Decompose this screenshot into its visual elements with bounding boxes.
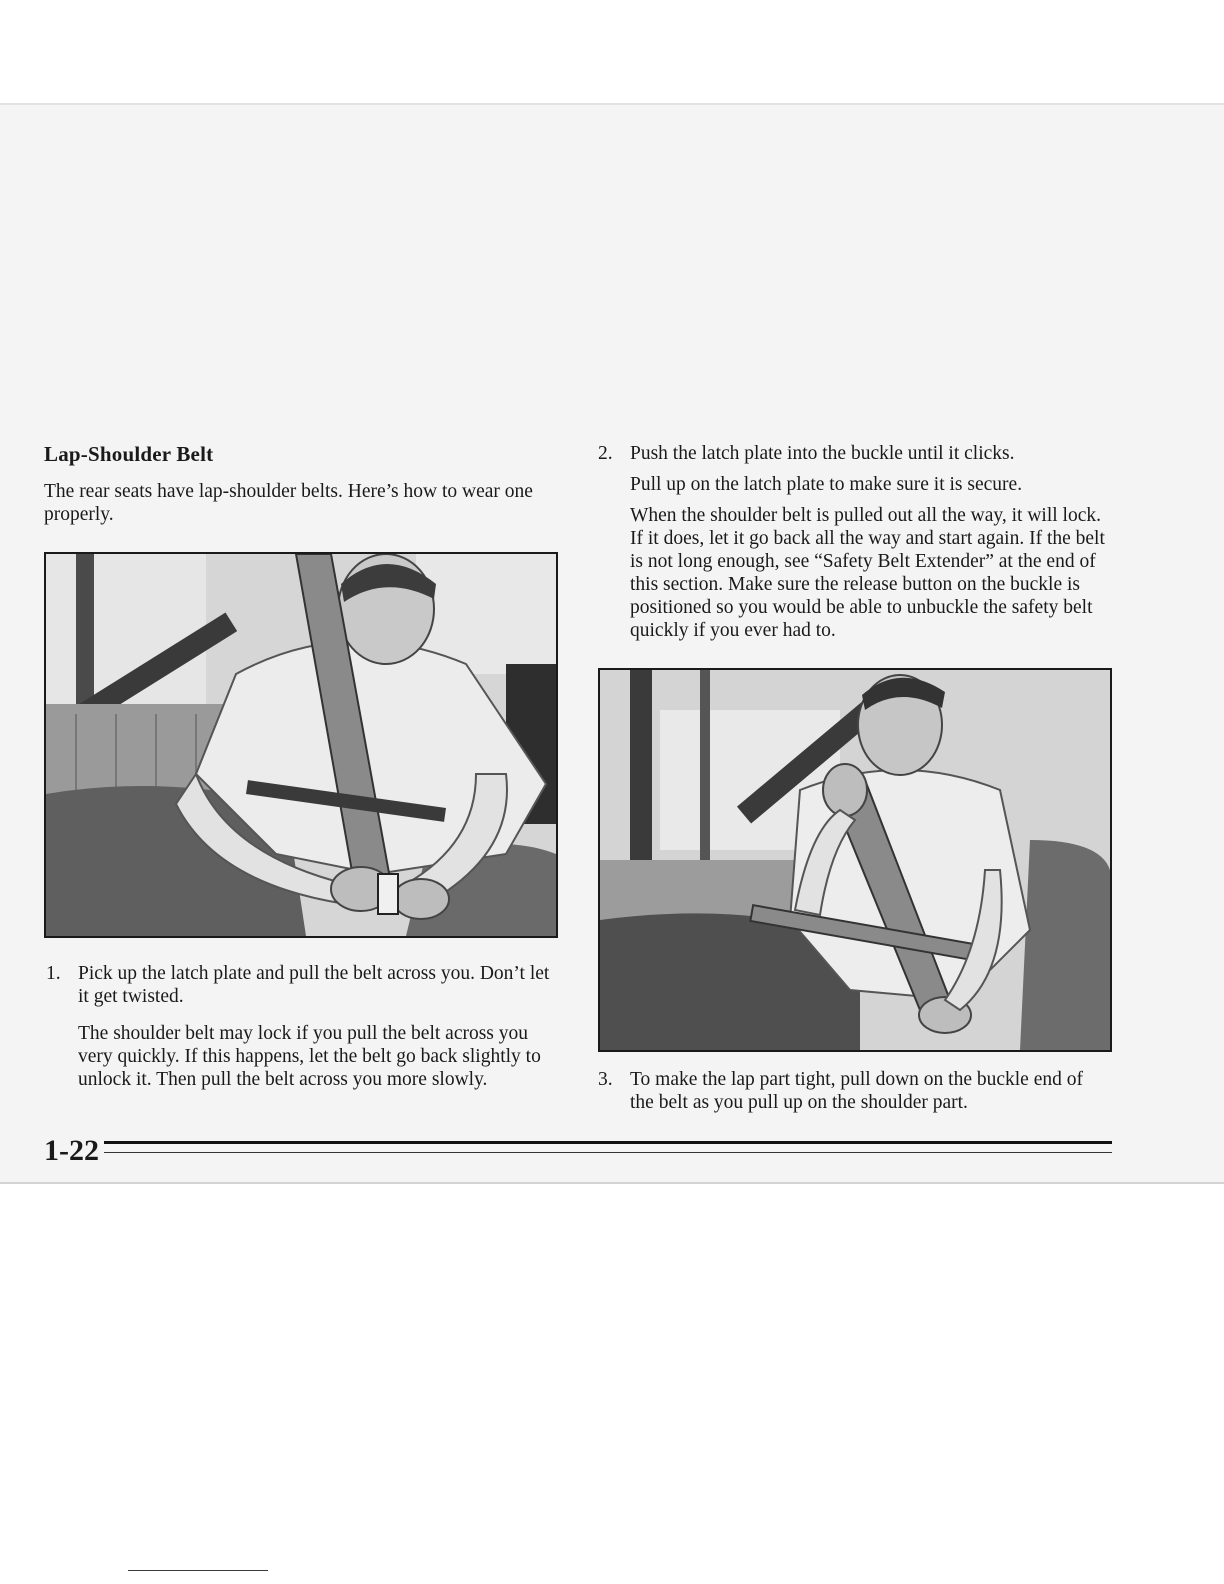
section-heading: Lap-Shoulder Belt [44,442,214,466]
step-3-text: To make the lap part tight, pull down on the buckle end of the belt as you pull up on the shoulder part. [630,1069,1083,1113]
illustration-buckling-belt-drawing [46,554,556,936]
illustration-buckling-belt [44,552,558,938]
intro-text: The rear seats have lap-shoulder belts. Here’s how to wear one properly. [44,481,533,525]
illustration-tightening-belt [598,668,1112,1052]
step-1-note: The shoulder belt may lock if you pull the belt across you very quickly. If this happens, let the belt go back slightly to unlock it. Then pull the belt across you more slowly. [78,1023,541,1090]
step-2-text: Push the latch plate into the buckle until it clicks. [630,443,1015,464]
step-1-number: 1. [46,963,61,984]
blank-margin [0,1184,1224,1584]
footer-rule-thin [104,1152,1112,1153]
illustration-tightening-belt-drawing [600,670,1110,1050]
step-1-text: Pick up the latch plate and pull the belt across you. Don’t let it get twisted. [78,963,550,1007]
page-number: 1-22 [44,1134,99,1167]
step-2-note: When the shoulder belt is pulled out all the way, it will lock. If it does, let it go back all the way and start again. If the belt is not long enough, see “Safety Belt Extender” at the end of this section. Make sure the release button on the buckle is positioned so you would be able to unbuckle the safety belt quickly if you ever had to. [630,505,1105,641]
step-2-number: 2. [598,443,613,464]
scan-mark [128,1570,268,1571]
page-top-edge [0,103,1224,105]
footer-rule [104,1141,1112,1144]
step-3-number: 3. [598,1069,613,1090]
step-2-check: Pull up on the latch plate to make sure it is secure. [630,474,1023,495]
